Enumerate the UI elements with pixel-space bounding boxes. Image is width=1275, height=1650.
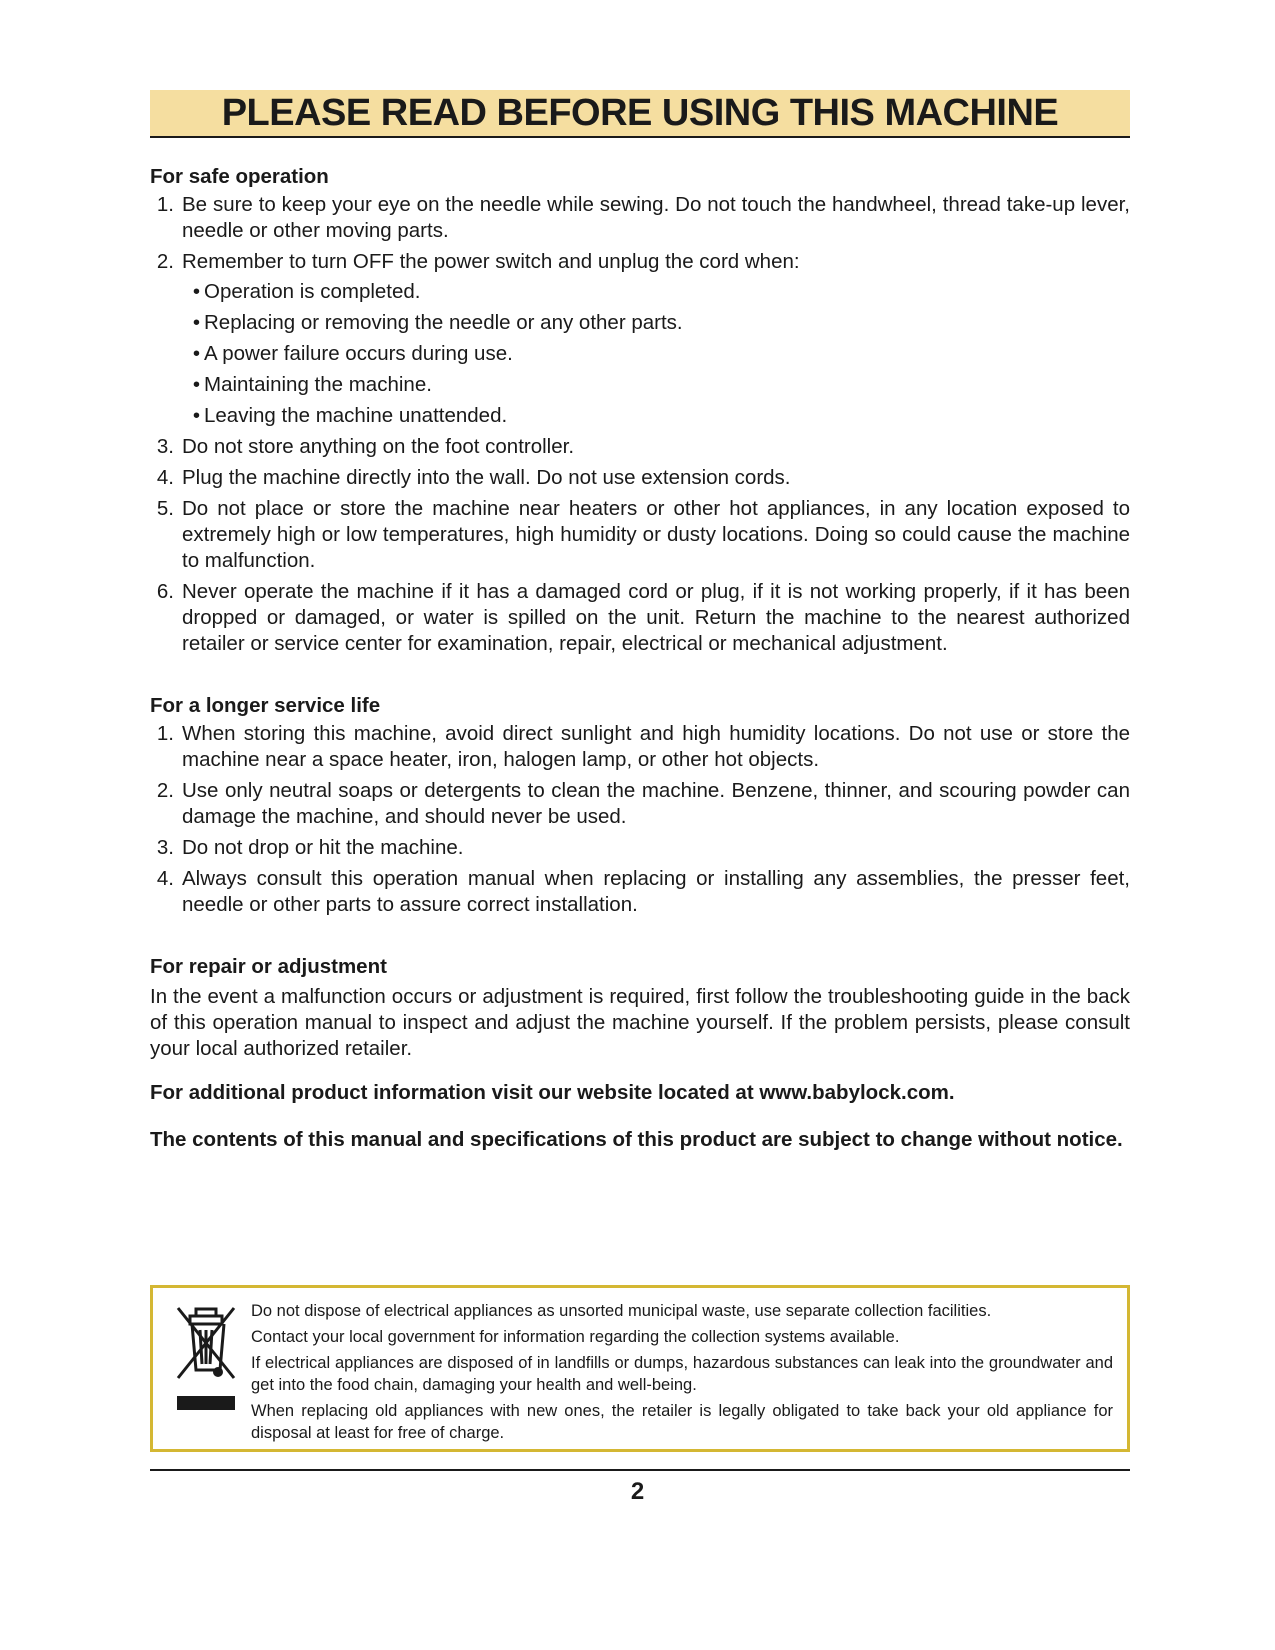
list-item [150,434,1130,460]
page-title: PLEASE READ BEFORE USING THIS MACHINE [221,91,1059,134]
manual-page [150,90,1130,1173]
bullet-text: Leaving the machine unattended. [204,404,508,427]
list-item [150,192,1130,244]
bullet-item [182,279,1130,305]
page-number: 2 [630,1478,645,1505]
safe-operation-section [150,162,1130,657]
list-item [150,496,1130,574]
list-item [150,465,1130,491]
disposal-line: If electrical appliances are disposed of in landfills or dumps, hazardous substances can leak into the groundwater and get into the food chain, damaging your health and well-being. [251,1354,1113,1394]
item-text: Remember to turn OFF the power switch and unplug the cord when: [182,250,800,273]
bullet-text: A power failure occurs during use. [204,342,513,365]
bullet-item [182,310,1130,336]
service-life-heading: For a longer service life [150,694,381,717]
item-number: 1. [156,722,174,745]
item-text: Plug the machine directly into the wall. Do not use extension cords. [182,466,791,489]
item-number: 3. [156,836,174,859]
safe-operation-list [150,192,1130,657]
disposal-line: Contact your local government for information regarding the collection systems available. [251,1328,900,1346]
list-item [150,835,1130,861]
disposal-text [245,1300,1113,1442]
list-item [150,866,1130,918]
bullet-item [182,372,1130,398]
list-item [150,579,1130,657]
list-item [150,721,1130,773]
item-text: Do not drop or hit the machine. [182,836,464,859]
item-number: 1. [156,193,174,216]
repair-heading: For repair or adjustment [150,955,387,978]
list-item [150,249,1130,429]
item-text: Be sure to keep your eye on the needle while sewing. Do not touch the handwheel, thread take-up lever, needle or other moving parts. [182,193,1130,242]
item-number: 5. [156,497,174,520]
item-text: Use only neutral soaps or detergents to clean the machine. Benzene, thinner, and scouring powder can damage the machine, and should never be used. [182,779,1130,828]
bullet-icon: • [192,311,200,334]
item-number: 4. [156,466,174,489]
service-life-list [150,721,1130,918]
item-text: Always consult this operation manual when replacing or installing any assemblies, the presser feet, needle or other parts to assure correct installation. [182,867,1130,916]
item-number: 3. [156,435,174,458]
bullet-icon: • [192,280,200,303]
bin-underline-bar [177,1396,235,1410]
item-text: Do not place or store the machine near heaters or other hot appliances, in any location exposed to extremely high or low temperatures, high humidity or dusty locations. Doing so could cause the machine to malfunction. [182,497,1130,572]
item-number: 6. [156,580,174,603]
list-item [150,778,1130,830]
change-notice: The contents of this manual and specifications of this product are subject to change without notice. [150,1127,1123,1151]
item-text: When storing this machine, avoid direct sunlight and high humidity locations. Do not use or store the machine near a space heater, iron, halogen lamp, or other hot objects. [182,722,1130,771]
item-body [182,249,1130,429]
disposal-line: Do not dispose of electrical appliances as unsorted municipal waste, use separate collection facilities. [251,1302,992,1320]
disposal-notice-box [150,1285,1130,1452]
item-number: 2. [156,779,174,802]
bullet-item [182,403,1130,429]
bullet-text: Replacing or removing the needle or any other parts. [204,311,683,334]
bullet-icon: • [192,342,200,365]
crossed-out-wheelie-bin-icon [167,1300,245,1439]
item-text: Never operate the machine if it has a damaged cord or plug, if it is not working properly, if it has been dropped or damaged, or water is spilled on the unit. Return the machine to the nearest authorized retailer or service center for examination, repair, electrical or mechanical adjustment. [182,580,1130,655]
unplug-conditions-list [182,279,1130,429]
website-note: For additional product information visit our website located at www.babylock.com. [150,1081,955,1104]
footer-divider [150,1469,1130,1471]
bullet-item [182,341,1130,367]
bullet-icon: • [192,404,200,427]
item-number: 2. [156,250,174,273]
bullet-text: Operation is completed. [204,280,421,303]
bullet-text: Maintaining the machine. [204,373,432,396]
repair-text: In the event a malfunction occurs or adjustment is required, first follow the troubleshooting guide in the back of this operation manual to inspect and adjust the machine yourself. If the problem persists, please consult your local authorized retailer. [150,985,1130,1060]
bullet-icon: • [192,373,200,396]
bin-graphic [174,1304,238,1382]
service-life-section [150,691,1130,918]
item-number: 4. [156,867,174,890]
safe-operation-heading: For safe operation [150,165,329,188]
disposal-line: When replacing old appliances with new ones, the retailer is legally obligated to take back your old appliance for disposal at least for free of charge. [251,1402,1113,1442]
item-text: Do not store anything on the foot controller. [182,435,575,458]
title-band [150,90,1130,138]
repair-section [150,952,1130,1062]
